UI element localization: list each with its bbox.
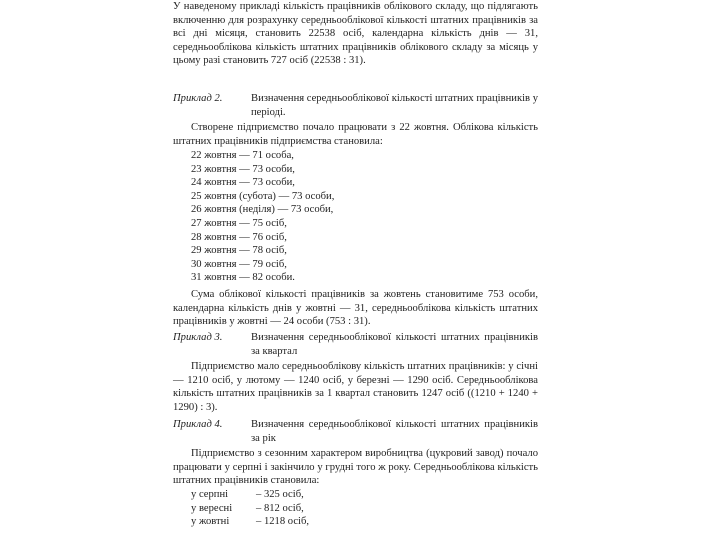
- month-value: – 1218 осіб,: [256, 516, 310, 528]
- example2-title: Визначення середньооблікової кількості штатних працівників у періоді.: [251, 93, 538, 118]
- list-item: 30 жовтня — 79 осіб,: [191, 258, 287, 270]
- list-item: 29 жовтня — 78 осіб,: [191, 245, 287, 257]
- example2-list: [173, 149, 538, 285]
- example3-heading: [173, 331, 538, 358]
- month-value: – 325 осіб,: [256, 489, 304, 500]
- list-item: [173, 515, 538, 529]
- example4-title: Визначення середньооблікової кількості штатних працівників за рік: [251, 419, 538, 444]
- list-item: 23 жовтня — 73 особи,: [191, 163, 295, 175]
- list-item: 26 жовтня (неділя) — 73 особи,: [191, 204, 334, 216]
- list-item: [173, 502, 538, 516]
- month-value: – 812 осіб,: [256, 502, 304, 514]
- list-item: 31 жовтня — 82 особи.: [191, 272, 295, 284]
- example4-label: Приклад 4.: [173, 419, 223, 430]
- example2-conclusion: Сума облікової кількості працівників за жовтень становитиме 753 особи, календарна кількість днів у жовтні — 31, середньооблікова кількість штатних працівників у жовтні — 24 особи (753 : 31).: [173, 289, 538, 328]
- example2-label: Приклад 2.: [173, 93, 223, 104]
- list-item: [173, 488, 538, 502]
- month-label: у жовтні: [191, 516, 230, 528]
- example4-heading: [173, 418, 538, 445]
- example4-list: [173, 488, 538, 529]
- example3-body: Підприємство мало середньооблікову кількість штатних працівників: у січні — 1210 осіб, у лютому — 1240 осіб, у березні — 1290 осіб. Середньооблікова кількість штатних працівників за 1 квартал становить 1247 осіб ((1210 + 1240 + 1290) : 3).: [173, 361, 538, 413]
- list-item: 22 жовтня — 71 особа,: [191, 150, 294, 161]
- example2-heading: [173, 92, 538, 119]
- example2-intro: Створене підприємство почало працювати з 22 жовтня. Облікова кількість штатних працівників підприємства становила:: [173, 122, 538, 147]
- month-label: у вересні: [191, 502, 233, 514]
- document-page: [173, 0, 538, 540]
- list-item: 25 жовтня (субота) — 73 особи,: [191, 190, 335, 202]
- example3-label: Приклад 3.: [173, 332, 223, 343]
- list-item: 27 жовтня — 75 осіб,: [191, 217, 287, 229]
- list-item: 28 жовтня — 76 осіб,: [191, 231, 287, 243]
- intro-paragraph: У наведеному прикладі кількість працівників облікового складу, що підлягають включенню для розрахунку середньооблікової кількості штатних працівників за всі дні місяця, становить 22538 осіб, календарна кількість днів — 31, середньооблікова кількість штатних працівників облікового складу за місяць у цьому разі становить 727 осіб (22538 : 31).: [173, 1, 538, 67]
- example4-body: Підприємство з сезонним характером виробництва (цукровий завод) почало працювати у серпні і закінчило у грудні того ж року. Середньооблікова кількість штатних працівників становила:: [173, 448, 538, 487]
- month-label: у серпні: [191, 489, 229, 500]
- example3-title: Визначення середньооблікової кількості штатних працівників за квартал: [251, 332, 538, 357]
- list-item: 24 жовтня — 73 особи,: [191, 177, 295, 189]
